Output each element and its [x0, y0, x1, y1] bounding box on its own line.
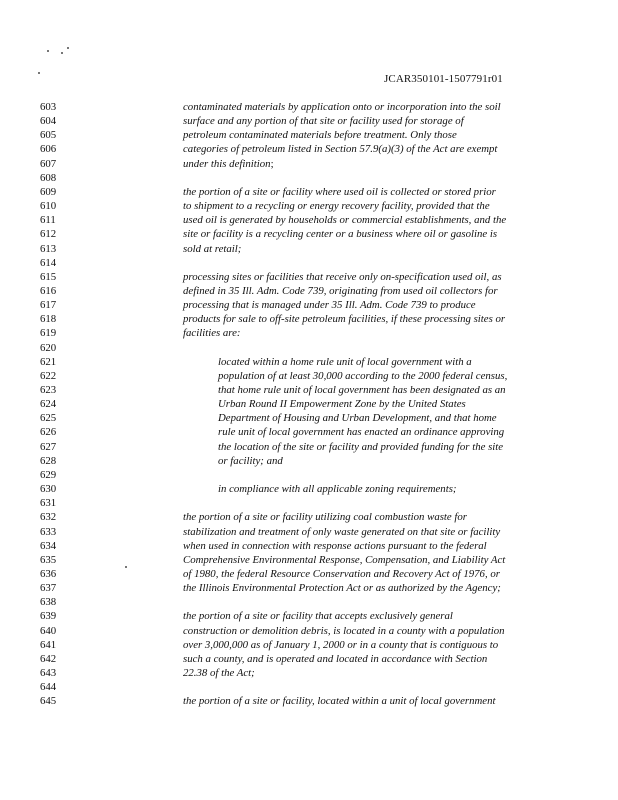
line-text	[183, 326, 240, 340]
line-number: 613	[40, 242, 57, 255]
line-number: 618	[40, 313, 57, 326]
line-number: 609	[40, 185, 57, 198]
line-number: 638	[40, 596, 57, 609]
line-text	[183, 199, 490, 213]
line-number: 624	[40, 398, 57, 411]
line-text-italic: when used in connection with response actions pursuant to the federal	[183, 539, 487, 552]
line-text	[183, 114, 464, 128]
line-text	[183, 270, 502, 284]
line-text-italic: or facility; and	[218, 454, 283, 467]
line-number: 617	[40, 299, 57, 312]
line-text-italic: population of at least 30,000 according to the 2000 federal census,	[218, 369, 508, 382]
line-number: 611	[40, 214, 56, 227]
line-text	[183, 100, 501, 114]
line-number: 608	[40, 171, 57, 184]
line-number: 628	[40, 454, 57, 467]
line-number: 616	[40, 285, 57, 297]
line-text	[183, 142, 497, 156]
line-text	[183, 284, 498, 298]
line-number: 605	[40, 129, 57, 142]
line-text	[218, 355, 472, 369]
line-text	[183, 510, 467, 524]
line-text	[183, 227, 497, 241]
line-text	[183, 157, 274, 171]
line-number: 606	[40, 143, 57, 156]
line-text	[183, 666, 255, 680]
line-text-italic: of 1980, the federal Resource Conservation and Recovery Act of 1976, or	[183, 568, 500, 580]
line-text	[183, 242, 241, 256]
line-number: 625	[40, 412, 57, 425]
scan-speck	[61, 52, 63, 54]
scan-speck	[67, 47, 69, 49]
line-number: 642	[40, 652, 57, 665]
line-number: 619	[40, 327, 57, 340]
line-text	[218, 454, 283, 468]
line-text-italic: in compliance with all applicable zoning requirements;	[218, 483, 457, 496]
line-text-italic: surface and any portion of that site or facility used for storage of	[183, 115, 464, 128]
line-text	[183, 652, 487, 666]
document-id-header: JCAR350101-1507791r01	[384, 73, 503, 85]
line-number: 610	[40, 200, 57, 213]
line-text	[183, 624, 505, 638]
line-text	[183, 694, 495, 708]
line-text	[183, 581, 501, 595]
line-text-italic: the portion of a site or facility, located within a unit of local government	[183, 695, 496, 708]
line-text	[183, 539, 487, 553]
line-text-italic: the location of the site or facility and provided funding for the site	[218, 440, 504, 453]
line-number: 633	[40, 525, 57, 538]
line-number: 626	[40, 426, 57, 439]
line-text-italic: products for sale to off-site petroleum facilities, if these processing sites or	[183, 313, 506, 326]
line-number: 645	[40, 695, 57, 708]
line-number: 621	[40, 355, 57, 368]
line-text	[183, 128, 457, 142]
line-text-italic: site or facility is a recycling center or a business where oil or gasoline is	[183, 228, 498, 241]
line-text-italic: processing that is managed under 35 Ill. Adm. Code 739 to produce	[183, 299, 476, 312]
line-number: 603	[40, 101, 57, 113]
line-text-italic: used oil is generated by households or commercial establishments, and the	[183, 214, 507, 227]
line-text	[183, 312, 505, 326]
line-text	[183, 298, 476, 312]
line-text-italic: the portion of a site or facility where used oil is collected or stored prior	[183, 185, 496, 198]
line-number: 627	[40, 440, 57, 453]
line-text	[218, 369, 507, 383]
line-number: 607	[40, 157, 57, 170]
line-number: 622	[40, 369, 57, 382]
line-text-roman: ;	[270, 157, 274, 170]
line-text-italic: construction or demolition debris, is located in a county with a population	[183, 624, 505, 637]
line-text-italic: 22.38 of the Act;	[183, 667, 255, 679]
line-text-italic: over 3,000,000 as of January 1, 2000 or in a county that is contiguous to	[183, 638, 499, 651]
line-text-italic: facilities are:	[183, 327, 241, 340]
line-text-italic: processing sites or facilities that receive only on-specification used oil, as	[183, 270, 502, 283]
line-text	[183, 638, 498, 652]
line-text-italic: Urban Round II Empowerment Zone by the United States	[218, 398, 466, 411]
line-number: 635	[40, 553, 57, 566]
line-number: 641	[40, 638, 57, 651]
line-number: 604	[40, 115, 57, 128]
line-text-italic: located within a home rule unit of local government with a	[218, 355, 472, 368]
scan-speck	[125, 566, 127, 568]
line-text-italic: the Illinois Environmental Protection Act or as authorized by the Agency;	[183, 582, 501, 595]
line-text-italic: sold at retail;	[183, 242, 242, 255]
line-text-italic: Comprehensive Environmental Response, Compensation, and Liability Act	[183, 553, 506, 566]
line-text	[218, 440, 503, 454]
line-number: 614	[40, 256, 57, 269]
line-text-italic: such a county, and is operated and located in accordance with Section	[183, 652, 488, 665]
line-text	[183, 567, 500, 581]
line-number: 637	[40, 582, 57, 595]
line-text-italic: Department of Housing and Urban Development, and that home	[218, 412, 497, 425]
line-number: 615	[40, 270, 57, 283]
line-text-italic: defined in 35 Ill. Adm. Code 739, originating from used oil collectors for	[183, 285, 498, 297]
line-text	[218, 482, 457, 496]
line-text	[218, 411, 497, 425]
line-text	[183, 185, 496, 199]
line-text-italic: categories of petroleum listed in Section 57.9(a)(3) of the Act are exempt	[183, 143, 498, 156]
line-number: 643	[40, 667, 57, 679]
line-text-italic: that home rule unit of local government has been designated as an	[218, 384, 506, 396]
line-number: 631	[40, 497, 57, 510]
line-number: 612	[40, 228, 57, 241]
line-number: 632	[40, 511, 57, 524]
line-text-italic: petroleum contaminated materials before treatment. Only those	[183, 129, 457, 142]
line-text-italic: the portion of a site or facility utilizing coal combustion waste for	[183, 511, 468, 524]
line-text-italic: rule unit of local government has enacted an ordinance approving	[218, 426, 505, 439]
line-text	[183, 213, 506, 227]
scan-speck	[47, 50, 49, 52]
line-number: 644	[40, 681, 57, 694]
line-text-italic: under this definition	[183, 157, 271, 170]
line-number: 634	[40, 539, 57, 552]
line-text	[183, 525, 500, 539]
line-text	[183, 609, 453, 623]
line-text	[218, 397, 466, 411]
line-text	[218, 425, 504, 439]
line-text	[183, 553, 505, 567]
line-number: 630	[40, 483, 57, 496]
line-number: 636	[40, 568, 57, 580]
line-text-italic: the portion of a site or facility that accepts exclusively general	[183, 610, 453, 623]
line-number: 639	[40, 610, 57, 623]
scan-speck	[38, 72, 40, 74]
line-number: 629	[40, 468, 57, 481]
line-text-italic: contaminated materials by application onto or incorporation into the soil	[183, 101, 501, 113]
line-number: 623	[40, 384, 57, 396]
line-number: 620	[40, 341, 57, 354]
line-text	[218, 383, 506, 397]
line-number: 640	[40, 624, 57, 637]
line-text-italic: to shipment to a recycling or energy recovery facility, provided that the	[183, 200, 490, 213]
line-text-italic: stabilization and treatment of only waste generated on that site or facility	[183, 525, 501, 538]
